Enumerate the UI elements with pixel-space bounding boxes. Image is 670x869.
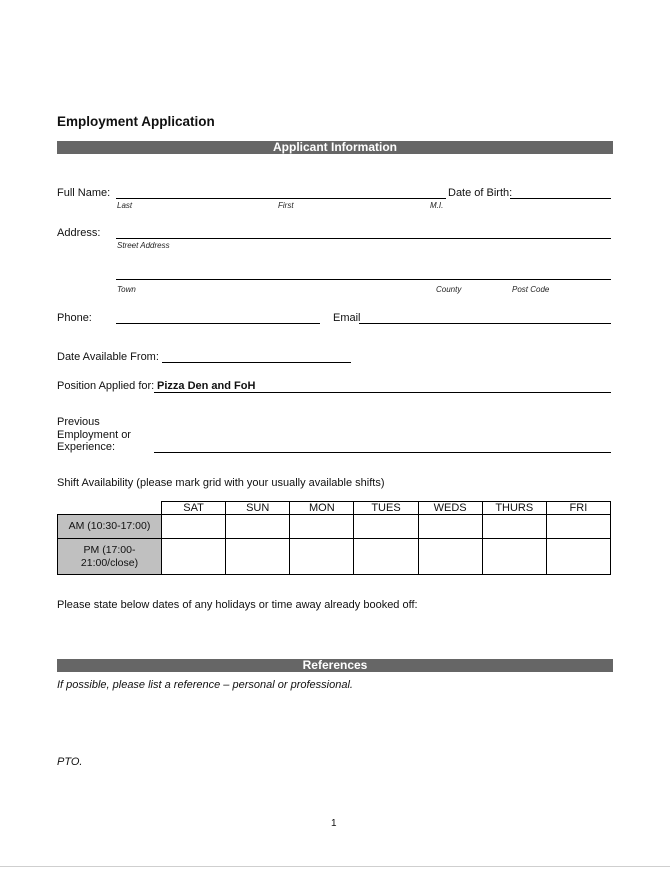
shift-row-label-pm	[58, 539, 162, 575]
references-note: If possible, please list a reference – personal or professional.	[57, 679, 353, 691]
shift-cell-pm-sun[interactable]	[226, 539, 290, 575]
shift-row-pm	[58, 539, 611, 575]
county-caption: County	[436, 285, 462, 294]
street-address-input-line[interactable]	[116, 238, 611, 239]
street-address-caption: Street Address	[117, 241, 170, 250]
previous-employment-input-line[interactable]	[154, 452, 611, 453]
pto-note: PTO.	[57, 756, 83, 768]
shift-cell-am-sun[interactable]	[226, 515, 290, 539]
last-name-caption: Last	[117, 201, 133, 210]
day-header-mon: MON	[290, 502, 354, 515]
position-applied-value[interactable]: Pizza Den and FoH	[157, 380, 256, 392]
date-available-label: Date Available From:	[57, 351, 159, 363]
previous-employment-label-line2: Employment or	[57, 429, 131, 441]
full-name-input-line[interactable]	[116, 198, 446, 199]
shift-row-am	[58, 515, 611, 539]
day-header-fri: FRI	[546, 502, 610, 515]
shift-row-label-pm-line1: PM (17:00-	[83, 543, 136, 556]
shift-availability-grid	[57, 501, 611, 575]
shift-cell-am-thurs[interactable]	[482, 515, 546, 539]
page-bottom-divider	[0, 866, 670, 867]
phone-input-line[interactable]	[116, 323, 320, 324]
shift-cell-am-mon[interactable]	[290, 515, 354, 539]
shift-row-label-pm-line2: 21:00/close)	[80, 556, 139, 569]
shift-cell-pm-sat[interactable]	[162, 539, 226, 575]
day-header-tues: TUES	[354, 502, 418, 515]
day-header-sat: SAT	[162, 502, 226, 515]
phone-label: Phone:	[57, 312, 92, 324]
shift-cell-am-sat[interactable]	[162, 515, 226, 539]
shift-cell-am-tues[interactable]	[354, 515, 418, 539]
middle-initial-caption: M.I.	[430, 201, 444, 210]
date-of-birth-label: Date of Birth:	[448, 187, 513, 199]
full-name-label: Full Name:	[57, 187, 111, 199]
day-header-sun: SUN	[226, 502, 290, 515]
form-title: Employment Application	[57, 114, 215, 129]
shift-availability-label: Shift Availability (please mark grid with your usually available shifts)	[57, 477, 385, 489]
shift-cell-pm-fri[interactable]	[546, 539, 610, 575]
shift-grid-header-row	[58, 502, 611, 515]
shift-cell-pm-tues[interactable]	[354, 539, 418, 575]
shift-cell-am-weds[interactable]	[418, 515, 482, 539]
previous-employment-label-line3: Experience:	[57, 441, 116, 453]
day-header-weds: WEDS	[418, 502, 482, 515]
position-applied-input-line[interactable]	[154, 392, 611, 393]
shift-cell-am-fri[interactable]	[546, 515, 610, 539]
previous-employment-label-line1: Previous	[57, 416, 100, 428]
section-header-applicant-information: Applicant Information	[57, 141, 613, 154]
town-caption: Town	[117, 285, 136, 294]
shift-row-label-am: AM (10:30-17:00)	[58, 515, 162, 539]
page-number: 1	[331, 818, 337, 829]
day-header-thurs: THURS	[482, 502, 546, 515]
section-header-references: References	[57, 659, 613, 672]
shift-cell-pm-weds[interactable]	[418, 539, 482, 575]
position-applied-label: Position Applied for:	[57, 380, 155, 392]
email-label: Email	[333, 312, 361, 324]
shift-cell-pm-mon[interactable]	[290, 539, 354, 575]
date-of-birth-input-line[interactable]	[510, 198, 611, 199]
shift-cell-pm-thurs[interactable]	[482, 539, 546, 575]
post-code-caption: Post Code	[512, 285, 550, 294]
date-available-input-line[interactable]	[162, 362, 351, 363]
town-input-line[interactable]	[116, 279, 611, 280]
holidays-instruction: Please state below dates of any holidays or time away already booked off:	[57, 599, 418, 611]
email-input-line[interactable]	[359, 323, 611, 324]
grid-corner-cell	[58, 502, 162, 515]
address-label: Address:	[57, 227, 101, 239]
first-name-caption: First	[278, 201, 294, 210]
